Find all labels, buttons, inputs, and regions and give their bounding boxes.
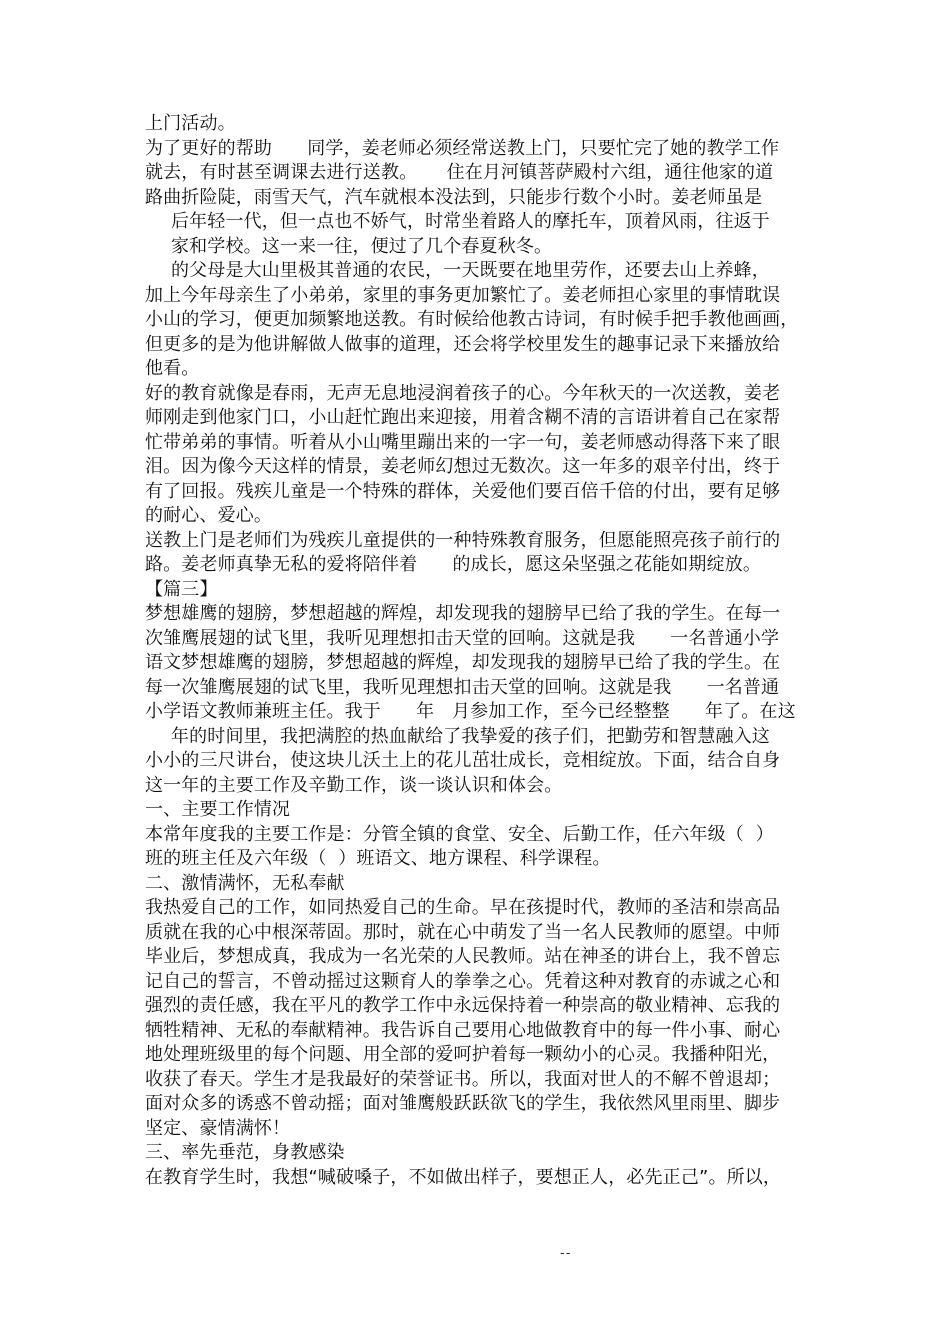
text-line: 三、率先垂范，身教感染: [145, 1142, 345, 1163]
text-line: 地处理班级里的每个问题、用全部的爱呵护着每一颗幼小的心灵。我播种阳光，: [145, 1044, 781, 1065]
text-line: 记自己的誓言，不曾动摇过这颗育人的拳拳之心。凭着这种对教育的赤诚之心和: [145, 970, 781, 992]
text-line: 我热爱自己的工作，如同热爱自己的生命。早在孩提时代，教师的圣洁和崇高品: [145, 897, 781, 918]
text-line: 的父母是大山里极其普通的农民，一天既要在地里劳作，还要去山上养蜂，: [171, 260, 770, 281]
text-line: 小小的三尺讲台，使这块儿沃土上的花儿茁壮成长，竞相绽放。下面，结合自身: [145, 750, 781, 771]
text-line: 上门活动。: [145, 113, 236, 134]
text-line: 强烈的责任感，我在平凡的教学工作中永远保持着一种崇高的敬业精神、忘我的: [145, 995, 781, 1016]
text-line: 一、主要工作情况: [145, 799, 291, 820]
text-line: 年的时间里，我把满腔的热血献给了我挚爱的孩子们，把勤劳和智慧融入这: [171, 725, 770, 747]
text-line: 但更多的是为他讲解做人做事的道理，还会将学校里发生的趣事记录下来播放给: [145, 333, 781, 355]
text-line: 师刚走到他家门口，小山赶忙跑出来迎接，用着含糊不清的言语讲着自己在家帮: [145, 407, 781, 428]
text-line: 后年轻一代，但一点也不娇气，时常坐着路人的摩托车，顶着风雨，往返于: [171, 211, 770, 232]
text-line: 梦想雄鹰的翅膀，梦想超越的辉煌，却发现我的翅膀早已给了我的学生。在每一: [145, 603, 781, 624]
text-line: 牺牲精神、无私的奉献精神。我告诉自己要用心地做教育中的每一件小事、耐心: [145, 1019, 781, 1041]
text-line: 的耐心、爱心。: [145, 505, 273, 526]
text-line: 忙带弟弟的事情。听着从小山嘴里蹦出来的一字一句，姜老师感动得落下来了眼: [145, 431, 781, 453]
page-footer: --: [560, 1246, 572, 1261]
text-line: 家和学校。这一来一往，便过了几个春夏秋冬。: [171, 235, 553, 257]
text-line: 收获了春天。学生才是我最好的荣誉证书。所以，我面对世人的不解不曾退却；: [145, 1068, 781, 1090]
text-line: 本常年度我的主要工作是：分管全镇的食堂、安全、后勤工作，任六年级（ ）: [145, 823, 774, 845]
text-line: 二、激情满怀，无私奉献: [145, 872, 345, 894]
text-line: 每一次雏鹰展翅的试飞里，我听见理想扣击天堂的回响。这就是我 一名普通: [145, 676, 780, 698]
text-line: 毕业后，梦想成真，我成为一名光荣的人民教师。站在神圣的讲台上，我不曾忘: [145, 946, 781, 967]
text-line: 就去，有时甚至调课去进行送教。 住在月河镇菩萨殿村六组，通往他家的道: [145, 162, 774, 183]
text-line: 为了更好的帮助 同学，姜老师必须经常送教上门，只要忙完了她的教学工作: [145, 137, 780, 159]
text-line: 有了回报。残疾儿童是一个特殊的群体，关爱他们要百倍千倍的付出，要有足够: [145, 480, 781, 502]
text-line: 加上今年母亲生了小弟弟，家里的事务更加繁忙了。姜老师担心家里的事情耽误: [145, 284, 781, 306]
text-line: 坚定、豪情满怀！: [145, 1117, 291, 1139]
text-line: 小山的学习，便更加频繁地送教。有时候给他教古诗词，有时候手把手教他画画，: [145, 309, 799, 330]
text-line: 泪。因为像今天这样的情景，姜老师幻想过无数次。这一年多的艰辛付出，终于: [145, 456, 781, 477]
text-line: 路曲折险陡，雨雪天气，汽车就根本没法到，只能步行数个小时。姜老师虽是: [145, 186, 763, 208]
text-line: 送教上门是老师们为残疾儿童提供的一种特殊教育服务，但愿能照亮孩子前行的: [145, 529, 781, 551]
text-line: 班的班主任及六年级（ ）班语文、地方课程、科学课程。: [145, 848, 611, 869]
text-line: 好的教育就像是春雨，无声无息地浸润着孩子的心。今年秋天的一次送教，姜老: [145, 382, 781, 404]
text-line: 语文梦想雄鹰的翅膀，梦想超越的辉煌，却发现我的翅膀早已给了我的学生。在: [145, 652, 781, 673]
text-line: 在教育学生时，我想“喊破嗓子，不如做出样子，要想正人，必先正己”。所以，: [145, 1166, 782, 1188]
text-line: 他看。: [145, 358, 200, 379]
text-line: 次雏鹰展翅的试飞里，我听见理想扣击天堂的回响。这就是我 一名普通小学: [145, 627, 780, 649]
document-body: [145, 112, 815, 1190]
text-line: 这一年的主要工作及辛勤工作，谈一谈认识和体会。: [145, 774, 563, 796]
text-line: 【篇三】: [145, 578, 218, 600]
text-line: 小学语文教师兼班主任。我于 年 月参加工作，至今已经整整 年了。在这: [145, 701, 796, 722]
text-line: 质就在我的心中根深蒂固。那时，就在心中萌发了当一名人民教师的愿望。中师: [145, 921, 781, 943]
text-line: 面对众多的诱惑不曾动摇；面对雏鹰般跃跃欲飞的学生，我依然风里雨里、脚步: [145, 1093, 781, 1114]
text-line: 路。姜老师真挚无私的爱将陪伴着 的成长，愿这朵坚强之花能如期绽放。: [145, 554, 762, 575]
